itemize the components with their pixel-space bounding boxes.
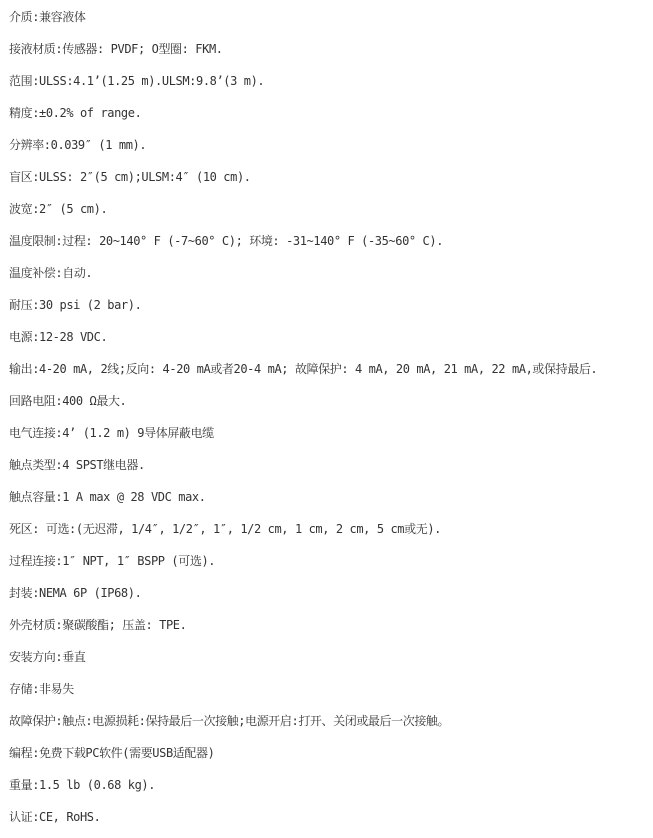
spec-wetted-materials: 接液材质:传感器: PVDF; O型圈: FKM. <box>9 42 223 56</box>
spec-list <box>9 6 649 838</box>
spec-housing-material: 外壳材质:聚碳酸酯; 压盖: TPE. <box>9 618 187 632</box>
spec-dead-band: 盲区:ULSS: 2″(5 cm);ULSM:4″ (10 cm). <box>9 170 251 184</box>
spec-weight: 重量:1.5 lb (0.68 kg). <box>9 778 156 792</box>
spec-process-connection: 过程连接:1″ NPT, 1″ BSPP (可选). <box>9 554 216 568</box>
spec-pressure-rating: 耐压:30 psi (2 bar). <box>9 298 142 312</box>
spec-electrical-connection: 电气连接:4’ (1.2 m) 9导体屏蔽电缆 <box>9 426 214 440</box>
spec-accuracy: 精度:±0.2% of range. <box>9 106 142 120</box>
spec-enclosure: 封装:NEMA 6P (IP68). <box>9 586 142 600</box>
spec-fail-safe: 故障保护:触点:电源损耗:保持最后一次接触;电源开启:打开、关闭或最后一次接触。 <box>9 714 450 728</box>
spec-range: 范围:ULSS:4.1’(1.25 m).ULSM:9.8’(3 m). <box>9 74 265 88</box>
spec-programming: 编程:免费下载PC软件(需要USB适配器) <box>9 746 215 760</box>
spec-deadband: 死区: 可选:(无迟滞, 1/4″, 1/2″, 1″, 1/2 cm, 1 cm, 2 cm, 5 cm或无). <box>9 522 441 536</box>
spec-power: 电源:12-28 VDC. <box>9 330 108 344</box>
spec-medium: 介质:兼容液体 <box>9 10 86 24</box>
spec-contact-rating: 触点容量:1 A max @ 28 VDC max. <box>9 490 206 504</box>
spec-temperature-limits: 温度限制:过程: 20~140° F (-7~60° C); 环境: -31~140° F (-35~60° C). <box>9 234 444 248</box>
spec-resolution: 分辨率:0.039″ (1 mm). <box>9 138 147 152</box>
spec-mounting-orientation: 安装方向:垂直 <box>9 650 86 664</box>
spec-beam-width: 波宽:2″ (5 cm). <box>9 202 108 216</box>
spec-contact-type: 触点类型:4 SPST继电器. <box>9 458 145 472</box>
spec-temperature-compensation: 温度补偿:自动. <box>9 266 93 280</box>
spec-memory: 存储:非易失 <box>9 682 74 696</box>
spec-output: 输出:4-20 mA, 2线;反向: 4-20 mA或者20-4 mA; 故障保护: 4 mA, 20 mA, 21 mA, 22 mA,或保持最后. <box>9 362 598 376</box>
spec-approvals: 认证:CE, RoHS. <box>9 810 101 824</box>
spec-loop-resistance: 回路电阻:400 Ω最大. <box>9 394 127 408</box>
